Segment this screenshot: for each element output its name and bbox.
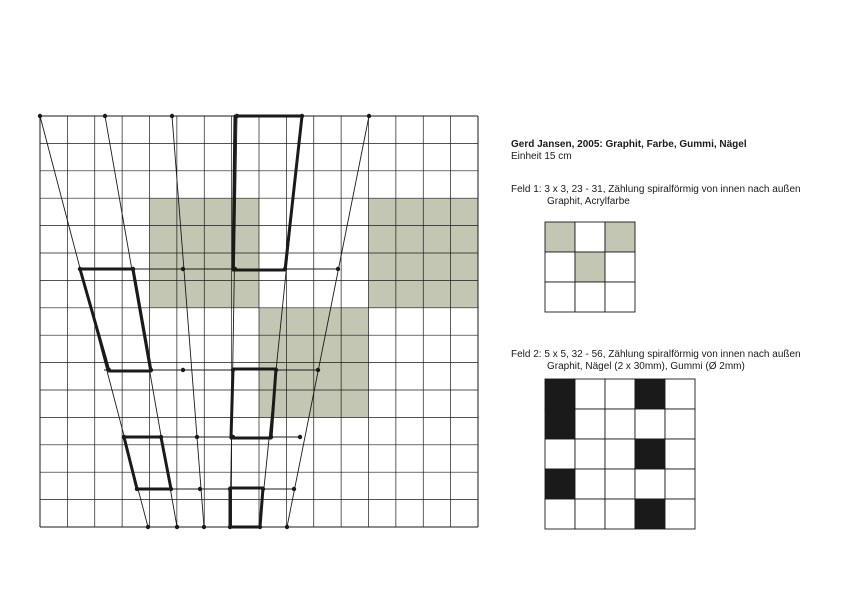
feld2-cell bbox=[545, 499, 575, 529]
nail-dot bbox=[146, 525, 150, 529]
feld1-cell bbox=[575, 282, 605, 312]
nail-dot bbox=[233, 267, 237, 271]
nail-dot bbox=[235, 114, 239, 118]
nail-dot bbox=[292, 487, 296, 491]
nail-dot bbox=[228, 487, 232, 491]
feld1-filled-cell bbox=[575, 252, 605, 282]
feld2-cell bbox=[665, 409, 695, 439]
grid-lines bbox=[40, 116, 478, 527]
nail-dot bbox=[336, 267, 340, 271]
feld1-cell bbox=[545, 282, 575, 312]
nail-dot bbox=[103, 114, 107, 118]
nail-dot bbox=[228, 525, 232, 529]
nail-dot bbox=[198, 487, 202, 491]
nail-dot bbox=[78, 267, 82, 271]
feld2-cell bbox=[575, 379, 605, 409]
feld2-cell bbox=[665, 439, 695, 469]
nail-dot bbox=[38, 114, 42, 118]
feld2-filled-cell bbox=[545, 409, 575, 439]
nail-dot bbox=[181, 368, 185, 372]
feld1-cell bbox=[605, 252, 635, 282]
feld2-cell bbox=[575, 409, 605, 439]
bold-trapezoid bbox=[230, 488, 263, 527]
feld2-grid bbox=[544, 378, 697, 531]
feld2-cell bbox=[605, 499, 635, 529]
feld1-materials: Graphit, Acrylfarbe bbox=[547, 196, 630, 207]
feld1-cell bbox=[605, 282, 635, 312]
nail-dot bbox=[258, 525, 262, 529]
feld2-cell bbox=[575, 499, 605, 529]
feld2-cell bbox=[635, 409, 665, 439]
nail-dot bbox=[231, 368, 235, 372]
feld2-filled-cell bbox=[545, 469, 575, 499]
unit-label: Einheit 15 cm bbox=[511, 151, 572, 162]
feld1-filled-cell bbox=[605, 222, 635, 252]
feld2-filled-cell bbox=[545, 379, 575, 409]
nail-dot bbox=[195, 435, 199, 439]
nail-dot bbox=[149, 368, 153, 372]
feld1-cell bbox=[545, 252, 575, 282]
nail-dot bbox=[122, 435, 126, 439]
nail-dot bbox=[285, 525, 289, 529]
feld2-cell bbox=[605, 409, 635, 439]
nail-dot bbox=[202, 525, 206, 529]
feld1-heading: Feld 1: 3 x 3, 23 - 31, Zählung spiralförmig von innen nach außen bbox=[511, 184, 801, 195]
feld2-filled-cell bbox=[635, 439, 665, 469]
nail-dot bbox=[298, 435, 302, 439]
nail-dot bbox=[181, 267, 185, 271]
feld2-cell bbox=[605, 439, 635, 469]
feld2-cell bbox=[635, 469, 665, 499]
nail-dot bbox=[169, 487, 173, 491]
feld2-cell bbox=[605, 469, 635, 499]
nail-dot bbox=[269, 435, 273, 439]
nail-dot bbox=[261, 487, 265, 491]
feld2-filled-cell bbox=[635, 379, 665, 409]
nail-dot bbox=[135, 487, 139, 491]
nail-dot bbox=[367, 114, 371, 118]
feld2-heading: Feld 2: 5 x 5, 32 - 56, Zählung spiralförmig von innen nach außen bbox=[511, 349, 801, 360]
nail-dot bbox=[231, 435, 235, 439]
feld2-cell bbox=[665, 379, 695, 409]
nail-dot bbox=[274, 368, 278, 372]
feld2-cell bbox=[575, 469, 605, 499]
nail-dot bbox=[175, 525, 179, 529]
feld1-cell bbox=[575, 222, 605, 252]
artwork-title: Gerd Jansen, 2005: Graphit, Farbe, Gummi, Nägel bbox=[511, 139, 747, 150]
nail-dot bbox=[170, 114, 174, 118]
nail-dot bbox=[159, 435, 163, 439]
nail-dot bbox=[131, 267, 135, 271]
feld2-cell bbox=[665, 499, 695, 529]
nail-dot bbox=[316, 368, 320, 372]
nail-dot bbox=[107, 368, 111, 372]
feld1-grid bbox=[544, 221, 636, 313]
nail-dot bbox=[283, 267, 287, 271]
feld2-cell bbox=[605, 379, 635, 409]
feld2-cell bbox=[545, 439, 575, 469]
feld2-filled-cell bbox=[635, 499, 665, 529]
nail-dot bbox=[300, 114, 304, 118]
feld2-materials: Graphit, Nägel (2 x 30mm), Gummi (Ø 2mm) bbox=[547, 361, 745, 372]
feld2-cell bbox=[665, 469, 695, 499]
feld2-cell bbox=[575, 439, 605, 469]
feld1-filled-cell bbox=[545, 222, 575, 252]
